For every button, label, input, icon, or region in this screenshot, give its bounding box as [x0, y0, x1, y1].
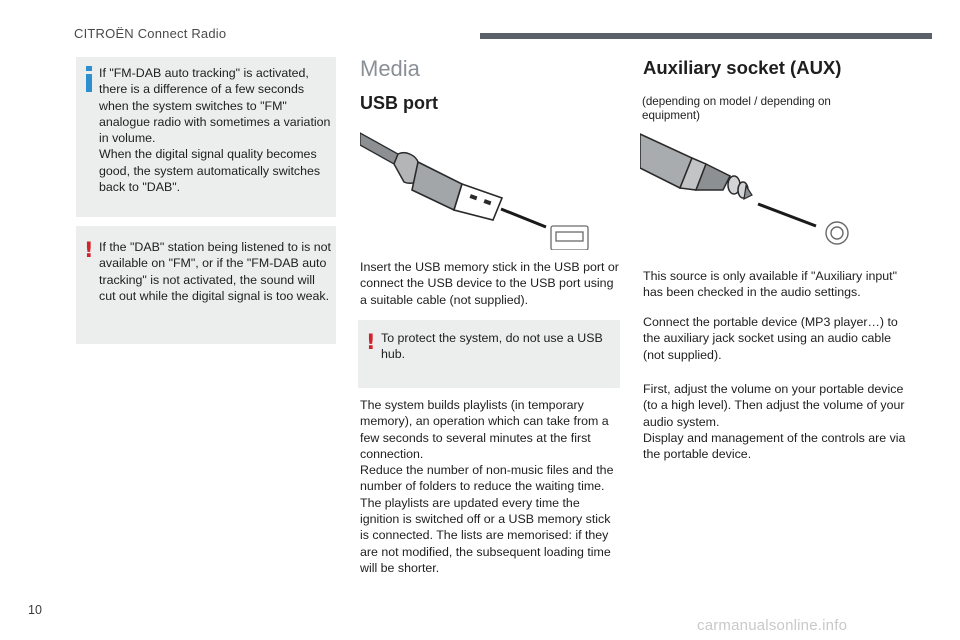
media-heading: Media — [360, 56, 420, 81]
warning-icon: ! — [366, 330, 376, 354]
usb-port-heading: USB port — [360, 93, 438, 113]
header-rule — [480, 33, 932, 39]
usb-plug-illustration — [360, 128, 600, 250]
info-note-text: If "FM-DAB auto tracking" is activated, there is a difference of a few seconds when the system switches to "FM" analogue radio with sometimes a variation in volume. When the digital signal quality becomes good, the system automatically switches back to "DAB". — [99, 66, 331, 195]
watermark: carmanualsonline.info — [697, 617, 848, 634]
aux-paragraph-2: Connect the portable device (MP3 player…) to the auxiliary jack socket using an audio cable (not supplied). — [643, 315, 898, 362]
info-note-box — [76, 57, 336, 217]
usb-warning-text: To protect the system, do not use a USB hub. — [381, 331, 603, 362]
aux-paragraph-1: This source is only available if "Auxiliary input" has been checked in the audio settings. — [643, 269, 897, 300]
aux-paragraph-3: First, adjust the volume on your portable device (to a high level). Then adjust the volume of your audio system. Display and management of the controls are via the portable device. — [643, 382, 906, 462]
info-icon — [86, 74, 92, 92]
warning-icon: ! — [84, 238, 94, 262]
usb-intro-text: Insert the USB memory stick in the USB port or connect the USB device to the USB port using a suitable cable (not supplied). — [360, 260, 619, 307]
header-title: CITROËN Connect Radio — [74, 26, 227, 41]
aux-subtitle: (depending on model / depending on equipment) — [642, 95, 831, 122]
warning-note-box — [76, 226, 336, 344]
jack-plug-illustration — [640, 126, 862, 250]
aux-heading: Auxiliary socket (AUX) — [643, 57, 842, 78]
usb-body-text: The system builds playlists (in temporary memory), an operation which can take from a few seconds to several minutes at the first connection. Reduce the number of non-music files and the number of folders to reduce the waiting time. The playlists are updated every time the ignition is switched off or a USB memory stick is connected. The lists are memorised: if they are not modified, the subsequent loading time will be shorter. — [360, 398, 614, 575]
usb-warning-box — [358, 320, 620, 388]
warning-note-text: If the "DAB" station being listened to is not available on "FM", or if the "FM-DAB auto tracking" is not activated, the sound will cut out while the digital signal is too weak. — [99, 240, 331, 303]
page-number: 10 — [28, 603, 42, 617]
